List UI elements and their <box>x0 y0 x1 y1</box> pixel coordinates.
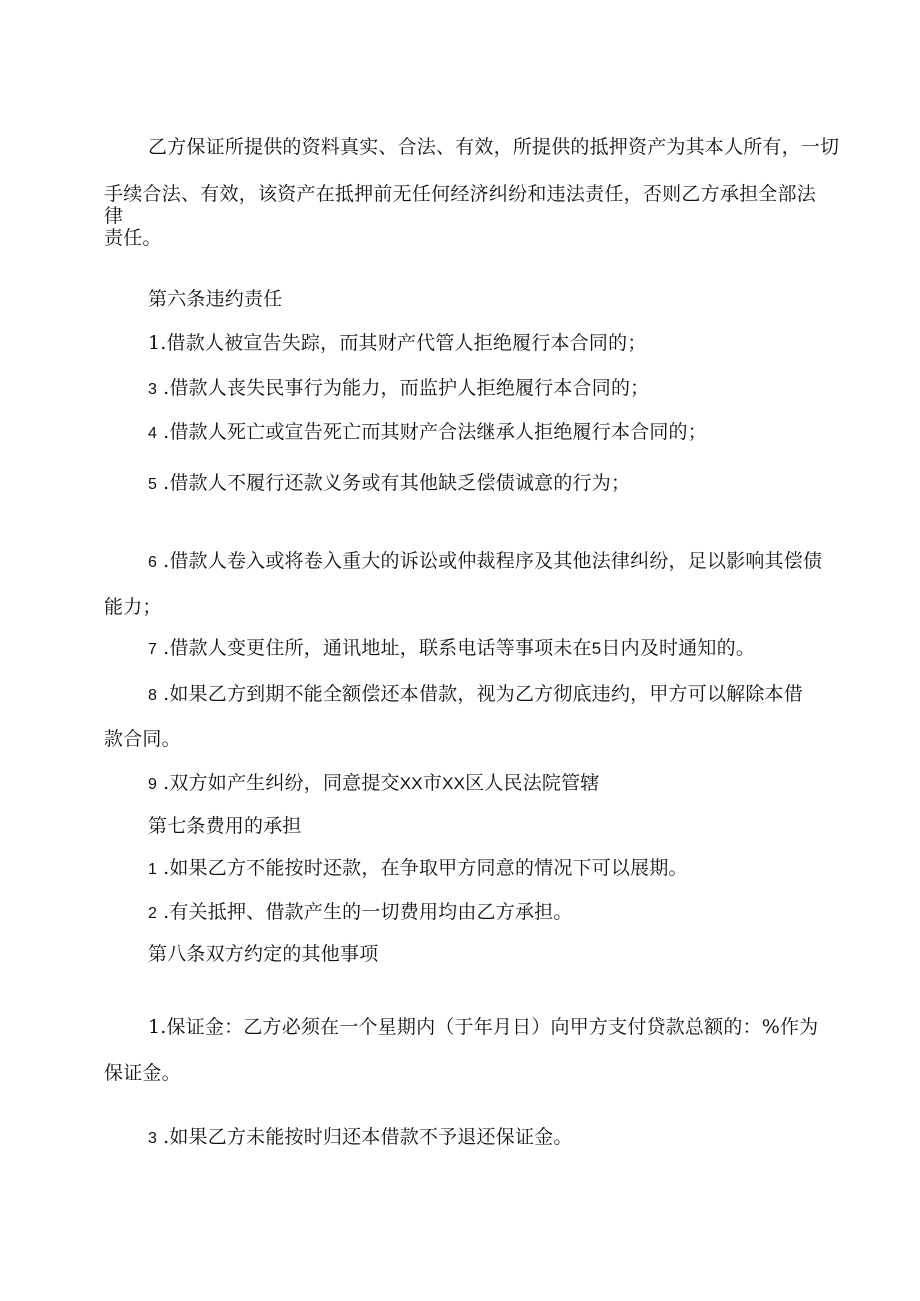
list-number: 7 <box>148 641 158 658</box>
list-number: 3 <box>148 1130 158 1147</box>
list-number: 8 <box>148 687 158 704</box>
list-item-continuation: 保证金。 <box>104 1062 181 1084</box>
list-item-continuation: 款合同。 <box>104 728 181 750</box>
article-6-title: 第六条违约责任 <box>148 288 283 310</box>
article-7-title: 第七条费用的承担 <box>148 815 302 837</box>
list-text: .借款人不履行还款义务或有其他缺乏偿债诚意的行为； <box>163 472 631 494</box>
list-item <box>148 377 649 401</box>
list-text: 日内及时通知的。 <box>601 637 756 659</box>
list-text: .借款人丧失民事行为能力，而监护人拒绝履行本合同的； <box>163 377 650 399</box>
list-number: 5 <box>148 476 158 493</box>
list-number: 6 <box>148 554 158 571</box>
placeholder-xx: XX <box>442 774 466 793</box>
list-text: .双方如产生纠纷，同意提交 <box>163 772 400 794</box>
list-number: 2 <box>148 905 158 922</box>
list-item <box>148 472 630 496</box>
paragraph-line: 乙方保证所提供的资料真实、合法、有效，所提供的抵押资产为其本人所有，一切 <box>148 136 840 158</box>
list-item <box>148 857 688 881</box>
list-item <box>148 421 707 445</box>
list-text-number: 5 <box>591 639 602 658</box>
list-item <box>148 772 600 796</box>
list-item: 1.保证金：乙方必须在一个星期内（于年月日）向甲方支付贷款总额的：%作为 <box>148 1016 819 1038</box>
list-text: 市 <box>422 772 443 794</box>
list-text: .有关抵押、借款产生的一切费用均由乙方承担。 <box>163 901 573 923</box>
list-text: 区人民法院管辖 <box>465 772 600 794</box>
list-number: 1 <box>148 861 158 878</box>
list-text: .借款人变更住所，通讯地址，联系电话等事项未在 <box>163 637 592 659</box>
paragraph-line: 手续合法、有效，该资产在抵押前无任何经济纠纷和违法责任，否则乙方承担全部法律 <box>104 183 816 227</box>
list-text: .如果乙方未能按时归还本借款不予退还保证金。 <box>163 1126 573 1148</box>
list-number: 9 <box>148 776 158 793</box>
list-number: 3 <box>148 381 158 398</box>
list-item <box>148 683 803 707</box>
list-item-continuation: 能力； <box>104 596 162 618</box>
list-item <box>148 637 755 661</box>
list-item: 1.借款人被宣告失踪，而其财产代管人拒绝履行本合同的； <box>148 332 647 354</box>
placeholder-xx: XX <box>399 774 423 793</box>
paragraph-line: 责任。 <box>104 227 162 249</box>
list-text: .借款人死亡或宣告死亡而其财产合法继承人拒绝履行本合同的； <box>163 421 707 443</box>
list-text: .如果乙方不能按时还款，在争取甲方同意的情况下可以展期。 <box>163 857 688 879</box>
list-text: .如果乙方到期不能全额偿还本借款，视为乙方彻底违约，甲方可以解除本借 <box>163 683 803 705</box>
article-8-title: 第八条双方约定的其他事项 <box>148 943 379 965</box>
list-item <box>148 901 573 925</box>
list-item <box>148 550 822 574</box>
list-text: .借款人卷入或将卷入重大的诉讼或仲裁程序及其他法律纠纷，足以影响其偿债 <box>163 550 823 572</box>
list-number: 4 <box>148 425 158 442</box>
list-item <box>148 1126 573 1150</box>
